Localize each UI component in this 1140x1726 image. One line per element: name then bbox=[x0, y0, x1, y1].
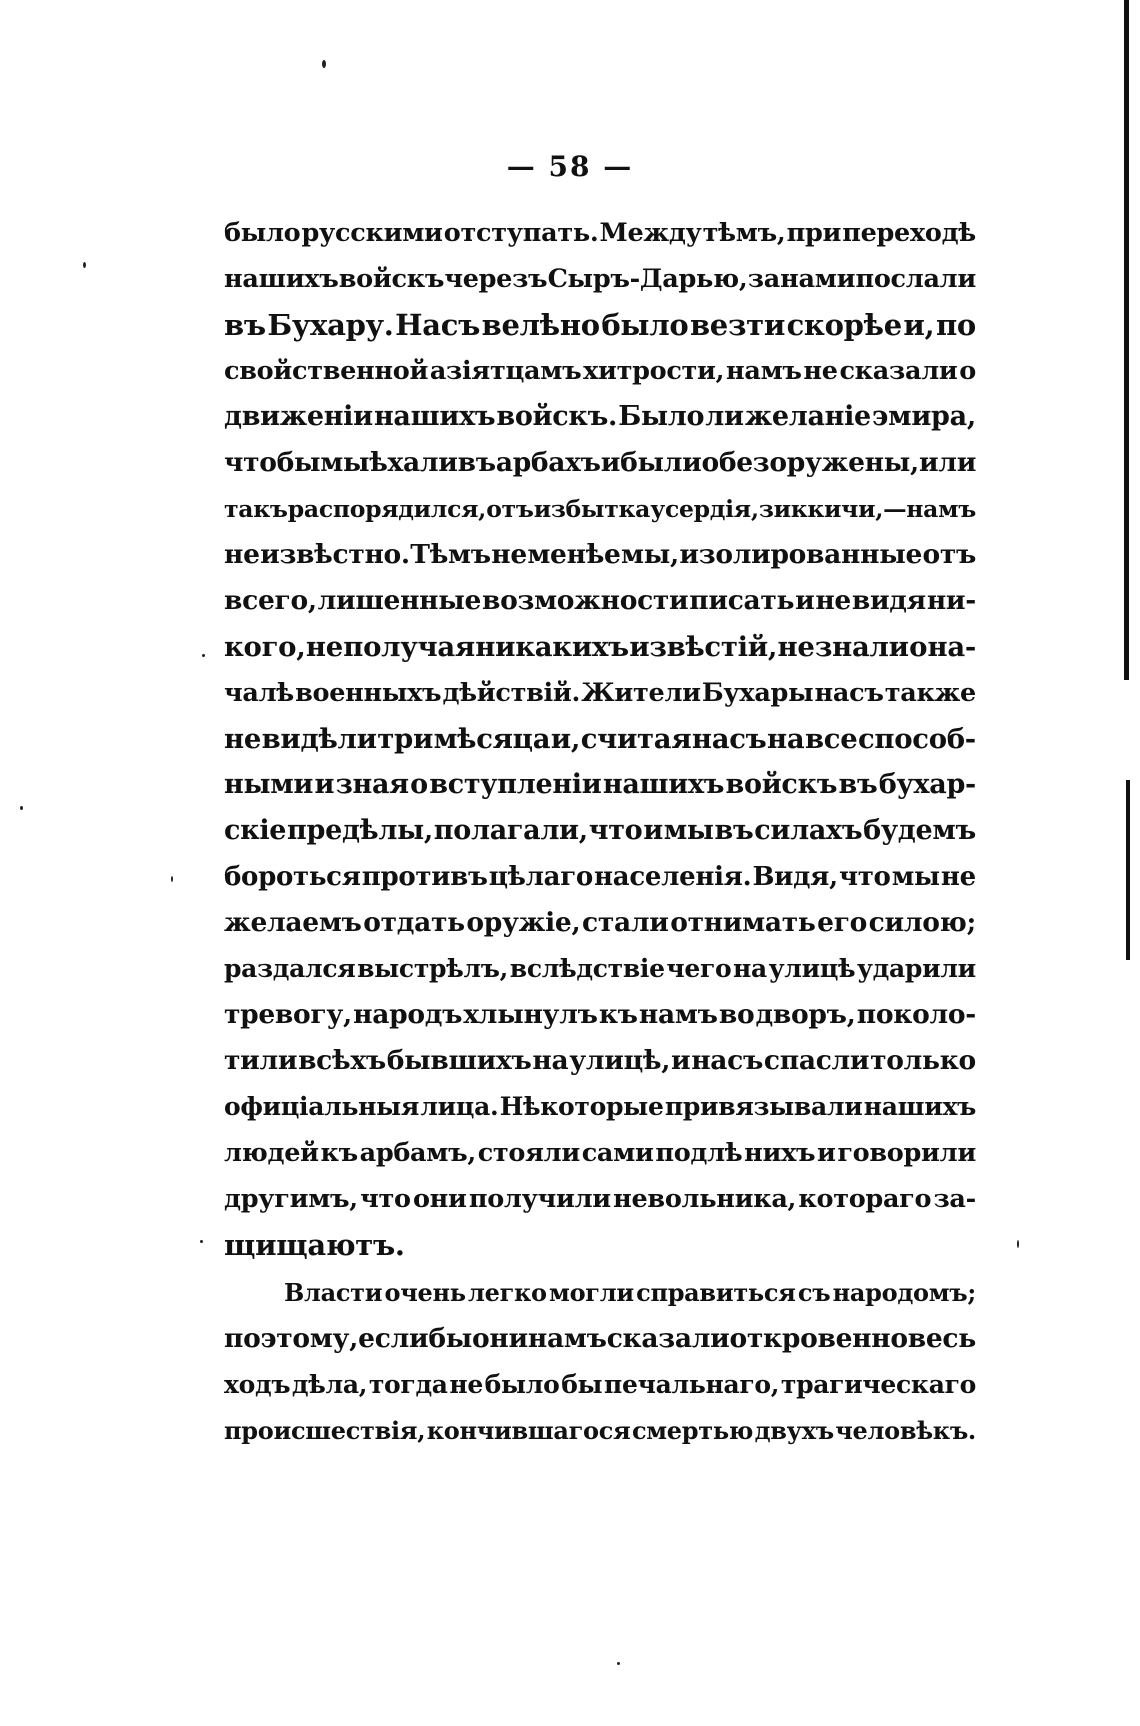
word: насъ bbox=[691, 1045, 764, 1076]
word: спасли bbox=[763, 1045, 870, 1076]
word: и bbox=[314, 769, 335, 800]
word: не bbox=[940, 862, 976, 892]
word: бы bbox=[561, 1370, 603, 1399]
word: улицѣ, bbox=[569, 1045, 671, 1076]
word: ударили bbox=[856, 954, 976, 983]
word: мы bbox=[320, 447, 370, 478]
text-line bbox=[224, 302, 976, 348]
word: отъ bbox=[486, 495, 534, 523]
word: оружіе, bbox=[466, 907, 581, 938]
dust-speck bbox=[83, 262, 86, 268]
word: тревогу, bbox=[224, 999, 352, 1030]
word: на bbox=[532, 1045, 569, 1076]
word: не bbox=[777, 631, 815, 663]
word: въ bbox=[457, 447, 496, 478]
text-line bbox=[224, 1038, 976, 1084]
word: не bbox=[491, 539, 527, 570]
word: цѣлаго bbox=[488, 862, 593, 892]
word: мы bbox=[891, 862, 940, 892]
word: усердія, bbox=[650, 495, 759, 523]
word: лишенные bbox=[317, 585, 482, 616]
word: избытка bbox=[533, 495, 651, 523]
word: населенія. bbox=[594, 862, 752, 892]
dust-speck bbox=[202, 654, 205, 657]
word: не bbox=[815, 585, 851, 616]
text-line bbox=[224, 1408, 976, 1454]
word: бывшихъ bbox=[386, 1045, 532, 1076]
word: смертью bbox=[631, 1416, 754, 1445]
word: ни- bbox=[926, 585, 976, 616]
word: нами bbox=[780, 264, 856, 294]
word: вступленіи bbox=[429, 769, 602, 800]
word: везти bbox=[689, 308, 786, 342]
word: войскъ bbox=[338, 264, 445, 294]
word: изолированные bbox=[679, 539, 923, 570]
word: могли bbox=[549, 1278, 634, 1307]
dust-speck bbox=[322, 60, 326, 68]
word: и bbox=[795, 585, 815, 616]
word: кончившагося bbox=[426, 1416, 631, 1445]
word: подлѣ bbox=[655, 1138, 743, 1168]
word: видѣли bbox=[261, 723, 377, 755]
word: лица. bbox=[420, 1092, 499, 1121]
word: только bbox=[870, 1045, 976, 1076]
word: считая bbox=[580, 723, 692, 755]
text-line bbox=[224, 1130, 976, 1176]
word: чего bbox=[666, 954, 732, 983]
word: дѣла, bbox=[291, 1370, 368, 1399]
word: получая bbox=[343, 631, 475, 663]
text-line bbox=[224, 1316, 976, 1362]
text-line bbox=[224, 992, 976, 1038]
text-line bbox=[224, 532, 976, 578]
word: весь bbox=[907, 1323, 976, 1354]
word: бы bbox=[428, 1323, 472, 1354]
word: нашихъ bbox=[373, 401, 496, 432]
word: котораго bbox=[798, 1184, 932, 1214]
word: намъ bbox=[527, 1323, 607, 1354]
word: въ bbox=[224, 308, 266, 342]
word: военныхъ bbox=[295, 678, 442, 708]
word: были bbox=[620, 447, 702, 478]
word: желаемъ bbox=[224, 907, 362, 938]
word: было bbox=[224, 218, 301, 248]
word: мѣсяца bbox=[433, 723, 551, 755]
word: раздался bbox=[224, 954, 356, 983]
text-line bbox=[224, 440, 976, 486]
text-line bbox=[224, 624, 976, 670]
word: къ bbox=[598, 999, 638, 1030]
word: Бухару. bbox=[267, 308, 394, 342]
word: желаніе bbox=[744, 401, 871, 432]
word: бороться bbox=[224, 862, 361, 892]
word: говорили bbox=[837, 1138, 976, 1168]
word: если bbox=[358, 1323, 429, 1354]
dust-speck bbox=[617, 1662, 620, 1665]
word: двухъ bbox=[754, 1416, 834, 1445]
text-line bbox=[224, 1176, 976, 1222]
text-line bbox=[224, 1084, 976, 1130]
word: не bbox=[224, 539, 260, 570]
word: обезоружены, bbox=[701, 447, 919, 478]
word: всего, bbox=[224, 585, 317, 616]
text-line bbox=[224, 256, 976, 302]
word: въ bbox=[714, 815, 754, 846]
word: скорѣе bbox=[786, 308, 902, 342]
word: насъ bbox=[691, 723, 767, 755]
word: и, bbox=[550, 723, 581, 755]
word: сказали bbox=[606, 1323, 730, 1354]
text-line bbox=[224, 486, 976, 532]
word: войскъ. bbox=[496, 401, 618, 432]
word: войскъ bbox=[725, 769, 838, 800]
word: было bbox=[601, 308, 689, 342]
word: сами bbox=[581, 1138, 654, 1168]
text-line bbox=[224, 762, 976, 808]
word: ли bbox=[705, 401, 744, 432]
word: арбамъ, bbox=[359, 1138, 476, 1168]
word: не bbox=[305, 631, 343, 663]
word: человѣкъ. bbox=[835, 1416, 976, 1445]
word: улицѣ bbox=[768, 954, 856, 983]
dust-speck bbox=[1017, 1240, 1019, 1248]
word: на- bbox=[927, 631, 976, 663]
text-line bbox=[224, 1270, 976, 1316]
word: отдать bbox=[363, 907, 465, 938]
word: легко bbox=[468, 1278, 547, 1307]
word: хитрости, bbox=[583, 356, 725, 386]
word: сказали bbox=[839, 356, 958, 386]
word: или bbox=[918, 447, 977, 478]
word: при bbox=[786, 218, 842, 248]
paragraph-1 bbox=[224, 210, 976, 1268]
word: за bbox=[747, 264, 780, 294]
word: мы, bbox=[621, 539, 679, 570]
word: мы bbox=[663, 815, 714, 846]
word: во bbox=[718, 999, 755, 1030]
text-line bbox=[224, 854, 976, 900]
word: дѣйствій. bbox=[442, 678, 581, 708]
word: не bbox=[449, 1370, 483, 1399]
word: поэтому, bbox=[224, 1323, 359, 1354]
word: вслѣдствіе bbox=[509, 954, 665, 983]
word: нашихъ bbox=[863, 1092, 976, 1121]
word: и bbox=[817, 1138, 836, 1168]
text-line bbox=[224, 348, 976, 394]
word: три bbox=[377, 723, 434, 755]
word: справиться bbox=[636, 1278, 796, 1307]
word: кого, bbox=[224, 631, 306, 663]
word: будемъ bbox=[863, 815, 976, 846]
word: извѣстій, bbox=[629, 631, 778, 663]
word: такъ bbox=[224, 495, 288, 523]
word: не bbox=[803, 356, 838, 386]
word: они bbox=[472, 1323, 528, 1354]
word: переходѣ bbox=[842, 218, 976, 248]
word: Тѣмъ bbox=[410, 539, 491, 570]
text-line bbox=[224, 670, 976, 716]
word: что bbox=[838, 862, 891, 892]
text-line bbox=[224, 808, 976, 854]
page-edge-shadow bbox=[1126, 780, 1130, 960]
word: по bbox=[935, 308, 976, 342]
word: на bbox=[733, 954, 767, 983]
word: и, bbox=[903, 308, 935, 342]
word: выстрѣлъ, bbox=[357, 954, 509, 983]
word: арбахъ bbox=[495, 447, 601, 478]
word: тили bbox=[224, 1045, 298, 1076]
word: зная bbox=[335, 769, 409, 800]
word: чалѣ bbox=[224, 678, 294, 708]
word: невольника, bbox=[613, 1184, 797, 1214]
word: съ bbox=[797, 1278, 831, 1307]
word: стояли bbox=[477, 1138, 580, 1168]
word: Бухары bbox=[701, 678, 814, 708]
word: знали bbox=[814, 631, 909, 663]
word: и bbox=[671, 1045, 691, 1076]
word: послали bbox=[855, 264, 976, 294]
word: скіе bbox=[224, 815, 287, 846]
word: они bbox=[412, 1184, 467, 1214]
word: что bbox=[588, 815, 643, 846]
word: Было bbox=[618, 401, 705, 432]
word: силою; bbox=[868, 907, 976, 938]
word: нашихъ bbox=[602, 769, 725, 800]
dust-speck bbox=[171, 876, 173, 882]
word: получили bbox=[468, 1184, 611, 1214]
word: было bbox=[484, 1370, 560, 1399]
word: отступать. bbox=[443, 218, 599, 248]
text-line bbox=[224, 394, 976, 440]
word: его bbox=[817, 907, 868, 938]
word: нихъ bbox=[744, 1138, 816, 1168]
word: очень bbox=[384, 1278, 466, 1307]
word: эмира, bbox=[872, 401, 976, 432]
text-line: щищаютъ. bbox=[224, 1228, 405, 1262]
word: въ bbox=[838, 769, 878, 800]
word: ѣхали bbox=[369, 447, 458, 478]
word: возможности bbox=[481, 585, 689, 616]
word: Видя, bbox=[752, 862, 838, 892]
word: народомъ; bbox=[832, 1278, 976, 1307]
word: Сыръ-Дарью, bbox=[547, 264, 748, 294]
word: зиккичи,—намъ bbox=[758, 495, 976, 523]
word: о bbox=[959, 356, 976, 386]
word: ными bbox=[224, 769, 314, 800]
word: всѣхъ bbox=[298, 1045, 386, 1076]
dust-speck bbox=[20, 806, 23, 810]
word: намъ bbox=[638, 999, 718, 1030]
paragraph-2 bbox=[224, 1270, 976, 1454]
word: движеніи bbox=[224, 401, 373, 432]
word: все bbox=[804, 723, 858, 755]
word: что bbox=[360, 1184, 411, 1214]
text-line bbox=[224, 210, 976, 256]
word: отнимать bbox=[670, 907, 816, 938]
word: тогда bbox=[368, 1370, 448, 1399]
word: ходъ bbox=[224, 1370, 291, 1399]
word: офиціальныя bbox=[224, 1092, 420, 1121]
word: распорядился, bbox=[287, 495, 487, 523]
word: видя bbox=[851, 585, 926, 616]
word: способ- bbox=[857, 723, 976, 755]
word: народъ bbox=[353, 999, 463, 1030]
word: за- bbox=[933, 1184, 976, 1214]
word: Нѣкоторые bbox=[499, 1092, 664, 1121]
word: нашихъ bbox=[224, 264, 339, 294]
word: бухар- bbox=[878, 769, 976, 800]
word: извѣстно. bbox=[260, 539, 410, 570]
page-edge-shadow bbox=[1124, 0, 1129, 680]
word: предѣлы, bbox=[287, 815, 433, 846]
word: стали bbox=[582, 907, 669, 938]
word: людей bbox=[224, 1138, 319, 1168]
page-number: — 58 — bbox=[506, 150, 634, 183]
word: Между bbox=[599, 218, 702, 248]
word: трагическаго bbox=[780, 1370, 976, 1399]
word: и bbox=[643, 815, 663, 846]
word: никакихъ bbox=[475, 631, 629, 663]
word: черезъ bbox=[444, 264, 548, 294]
word: менѣе bbox=[527, 539, 621, 570]
word: русскими bbox=[301, 218, 443, 248]
word: дворъ, bbox=[755, 999, 856, 1030]
word: отъ bbox=[922, 539, 976, 570]
word: Насъ bbox=[395, 308, 481, 342]
word: тѣмъ, bbox=[702, 218, 786, 248]
word: насъ bbox=[814, 678, 884, 708]
word: также bbox=[884, 678, 976, 708]
word: силахъ bbox=[754, 815, 863, 846]
word: чтобы bbox=[224, 447, 321, 478]
word: о bbox=[909, 631, 928, 663]
word: Власти bbox=[284, 1278, 383, 1307]
text-line bbox=[224, 716, 976, 762]
word: другимъ, bbox=[224, 1184, 358, 1214]
text-line bbox=[224, 1362, 976, 1408]
text-line bbox=[224, 578, 976, 624]
word: хлынулъ bbox=[463, 999, 598, 1030]
word: поколо- bbox=[856, 999, 976, 1030]
word: свойственной bbox=[224, 356, 429, 386]
word: на bbox=[767, 723, 805, 755]
word: происшествія, bbox=[224, 1416, 426, 1445]
word: противъ bbox=[361, 862, 488, 892]
word: привязывали bbox=[664, 1092, 863, 1121]
word: писать bbox=[689, 585, 795, 616]
word: къ bbox=[320, 1138, 358, 1168]
word: азіятцамъ bbox=[429, 356, 582, 386]
body-text bbox=[224, 210, 976, 1454]
text-line bbox=[224, 900, 976, 946]
word: полагали, bbox=[433, 815, 588, 846]
word: велѣно bbox=[481, 308, 600, 342]
word: намъ bbox=[725, 356, 802, 386]
word: и bbox=[600, 447, 621, 478]
dust-speck bbox=[200, 1240, 203, 1243]
word: откровенно bbox=[729, 1323, 908, 1354]
word: не bbox=[224, 723, 262, 755]
word: печальнаго, bbox=[604, 1370, 780, 1399]
word: Жители bbox=[581, 678, 701, 708]
word: о bbox=[410, 769, 428, 800]
text-line bbox=[224, 946, 976, 992]
